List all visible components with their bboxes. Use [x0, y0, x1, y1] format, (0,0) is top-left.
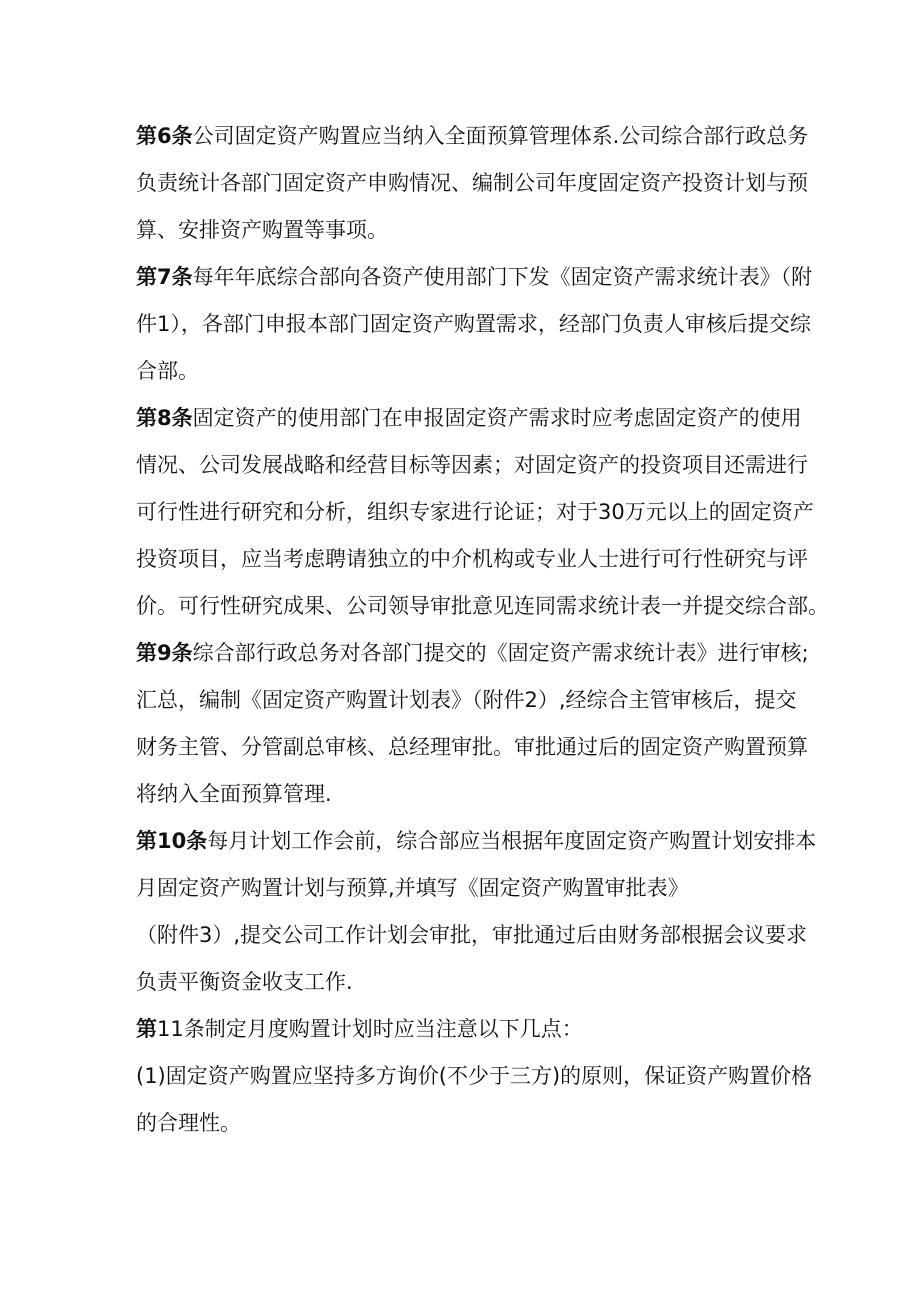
- line-text: 价。可行性研究成果、公司领导审批意见连同需求统计表一并提交综合部。: [136, 594, 829, 618]
- line-10: [136, 536, 808, 583]
- line-21: [136, 1053, 813, 1100]
- line-4: [136, 254, 813, 301]
- line-text: 月固定资产购置计划与预算,并填写《固定资产购置审批表》: [136, 876, 689, 900]
- line-3: [136, 207, 786, 254]
- line-5: [136, 301, 811, 348]
- article-number: 第9条: [136, 641, 193, 665]
- line-text: 的合理性。: [136, 1111, 241, 1135]
- article-number: 第10条: [136, 829, 208, 853]
- line-22: [136, 1100, 786, 1147]
- line-6: [136, 348, 786, 395]
- line-text: 汇总，编制《固定资产购置计划表》（附件2）,经综合主管审核后，提交: [136, 688, 797, 712]
- line-text: 11条制定月度购置计划时应当注意以下几点：: [157, 1017, 583, 1041]
- line-text: 综合部行政总务对各部门提交的《固定资产需求统计表》进行审核;: [192, 641, 809, 665]
- line-19: [136, 959, 786, 1006]
- article-number: 第7条: [136, 265, 193, 289]
- line-text: 可行性进行研究和分析，组织专家进行论证；对于30万元以上的固定资产: [136, 500, 814, 524]
- line-7: [136, 395, 802, 442]
- line-15: [136, 771, 786, 818]
- line-text: 件1），各部门申报本部门固定资产购置需求，经部门负责人审核后提交综: [136, 312, 811, 336]
- line-11: [136, 583, 829, 630]
- line-text: 财务主管、分管副总审核、总经理审批。审批通过后的固定资产购置预算: [136, 735, 808, 759]
- line-text: 情况、公司发展战略和经营目标等因素；对固定资产的投资项目还需进行: [136, 453, 808, 477]
- line-text: 负责平衡资金收支工作.: [136, 970, 353, 994]
- line-text: 每月计划工作会前，综合部应当根据年度固定资产购置计划安排本: [207, 829, 817, 853]
- line-text: 每年年底综合部向各资产使用部门下发《固定资产需求统计表》（附: [192, 265, 813, 289]
- line-8: [136, 442, 808, 489]
- line-16: [136, 818, 817, 865]
- line-14: [136, 724, 808, 771]
- line-text: (1)固定资产购置应坚持多方询价(不少于三方)的原则，保证资产购置价格: [136, 1064, 813, 1088]
- line-1: [136, 113, 809, 160]
- line-text: 投资项目，应当考虑聘请独立的中介机构或专业人士进行可行性研究与评: [136, 547, 808, 571]
- line-2: [136, 160, 808, 207]
- line-text: 算、安排资产购置等事项。: [136, 218, 388, 242]
- line-text: 固定资产的使用部门在申报固定资产需求时应考虑固定资产的使用: [192, 406, 802, 430]
- document-body: [136, 113, 829, 1147]
- line-text: 将纳入全面预算管理.: [136, 782, 332, 806]
- line-text: 公司固定资产购置应当纳入全面预算管理体系.公司综合部行政总务: [192, 124, 809, 148]
- line-12: [136, 630, 809, 677]
- line-text: 负责统计各部门固定资产申购情况、编制公司年度固定资产投资计划与预: [136, 171, 808, 195]
- line-18: [136, 912, 808, 959]
- line-9: [136, 489, 814, 536]
- article-number: 第: [136, 1017, 157, 1041]
- line-13: [136, 677, 797, 724]
- article-number: 第8条: [136, 406, 193, 430]
- line-17: [136, 865, 786, 912]
- article-number: 第6条: [136, 124, 193, 148]
- line-20: [136, 1006, 786, 1053]
- line-text: 合部。: [136, 359, 199, 383]
- line-text: （附件3）,提交公司工作计划会审批，审批通过后由财务部根据会议要求: [136, 923, 808, 947]
